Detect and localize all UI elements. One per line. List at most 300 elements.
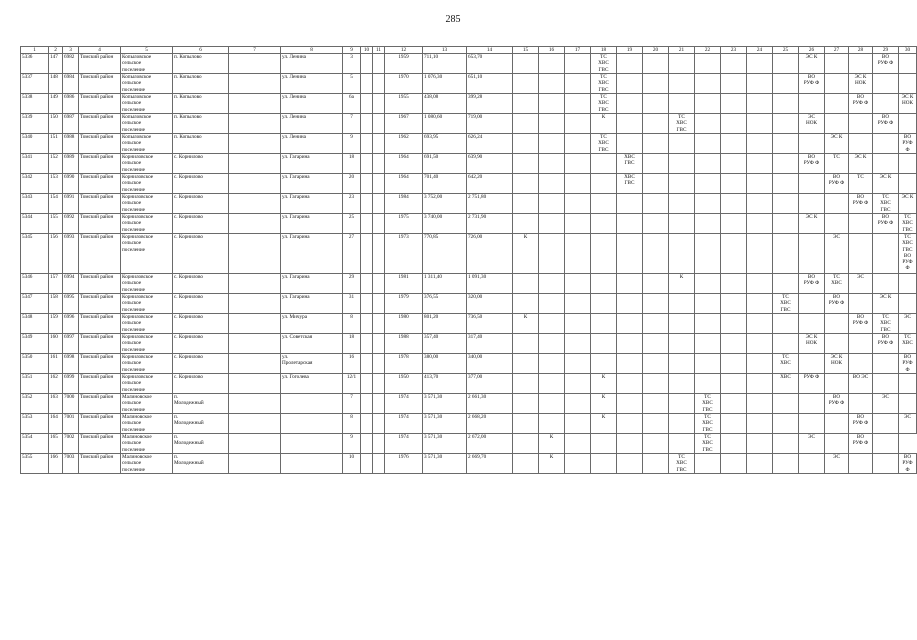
table-cell	[773, 54, 799, 74]
table-cell	[799, 234, 825, 274]
table-cell: ул. Ленина	[281, 114, 343, 134]
table-cell: 31	[343, 294, 361, 314]
table-cell: 8	[343, 314, 361, 334]
table-cell	[513, 194, 539, 214]
table-cell: 5337	[21, 74, 49, 94]
table-cell: ВО РУФ Ф	[849, 194, 873, 214]
table-cell	[695, 214, 721, 234]
table-cell: Томский район	[79, 134, 121, 154]
table-cell: ТС	[849, 174, 873, 194]
table-cell: ЭС К НОК	[899, 94, 917, 114]
table-cell	[643, 354, 669, 374]
table-cell	[695, 154, 721, 174]
table-cell	[539, 294, 565, 314]
table-cell	[695, 234, 721, 274]
table-cell: 5347	[21, 294, 49, 314]
table-cell	[361, 294, 373, 314]
table-cell	[373, 54, 385, 74]
table-cell	[361, 454, 373, 474]
table-cell: Корниловское сельское поселение	[121, 314, 173, 334]
table-cell: ул. Ленина	[281, 94, 343, 114]
table-cell	[721, 294, 747, 314]
table-cell: ЭС К	[799, 54, 825, 74]
table-cell: ЭС К	[849, 154, 873, 174]
table-cell: ТС ХВС ГВС	[873, 194, 899, 214]
table-cell	[721, 54, 747, 74]
table-cell	[617, 394, 643, 414]
table-cell: К	[539, 434, 565, 454]
table-cell: ТС ХВС ГВС	[695, 394, 721, 414]
table-cell: 23	[343, 194, 361, 214]
table-cell	[721, 374, 747, 394]
table-cell: ул. Гагарина	[281, 274, 343, 294]
table-cell: 3 571,30	[423, 414, 467, 434]
table-cell	[513, 334, 539, 354]
table-cell	[747, 314, 773, 334]
table-cell: с. Корнилово	[173, 234, 229, 274]
table-cell	[565, 74, 591, 94]
table-cell: ул. Пролетарская	[281, 354, 343, 374]
column-number: 22	[695, 47, 721, 54]
table-cell: 6984	[63, 74, 79, 94]
table-cell	[643, 134, 669, 154]
table-cell: п. Молодежный	[173, 394, 229, 414]
table-cell	[849, 54, 873, 74]
table-cell	[849, 134, 873, 154]
table-cell	[373, 134, 385, 154]
table-cell: 7	[343, 394, 361, 414]
table-cell	[643, 394, 669, 414]
table-cell	[361, 354, 373, 374]
table-cell: ЭС К	[873, 174, 899, 194]
table-row	[21, 234, 917, 274]
table-cell: 8	[343, 414, 361, 434]
table-cell: Малиновское сельское поселение	[121, 434, 173, 454]
table-cell	[565, 434, 591, 454]
table-cell	[229, 154, 281, 174]
table-cell	[721, 174, 747, 194]
table-cell: 376,55	[423, 294, 467, 314]
table-cell	[361, 234, 373, 274]
table-cell	[669, 334, 695, 354]
table-cell	[539, 414, 565, 434]
table-cell: 6993	[63, 234, 79, 274]
table-cell	[747, 354, 773, 374]
table-cell: 3 571,30	[423, 454, 467, 474]
column-number: 12	[385, 47, 423, 54]
column-number: 8	[281, 47, 343, 54]
table-cell: 1970	[385, 74, 423, 94]
table-cell: ТС ХВС ГВС	[669, 114, 695, 134]
column-number: 15	[513, 47, 539, 54]
table-cell	[773, 214, 799, 234]
table-cell	[747, 194, 773, 214]
table-cell	[773, 434, 799, 454]
table-cell: 6987	[63, 114, 79, 134]
table-cell: Томский район	[79, 194, 121, 214]
table-cell	[849, 334, 873, 354]
table-cell	[565, 234, 591, 274]
table-cell: 5345	[21, 234, 49, 274]
table-cell: ВО РУФ Ф	[799, 74, 825, 94]
table-cell	[617, 54, 643, 74]
table-cell	[643, 454, 669, 474]
table-cell	[539, 54, 565, 74]
table-cell: 1959	[385, 54, 423, 74]
table-cell	[849, 214, 873, 234]
table-cell	[565, 274, 591, 294]
column-number: 23	[721, 47, 747, 54]
table-cell	[849, 354, 873, 374]
table-cell	[773, 114, 799, 134]
table-cell: ул. Гагарина	[281, 194, 343, 214]
table-cell	[229, 414, 281, 434]
table-cell	[721, 134, 747, 154]
table-cell	[747, 174, 773, 194]
table-cell	[773, 194, 799, 214]
table-cell	[361, 114, 373, 134]
table-cell: 3 752,00	[423, 194, 467, 214]
table-cell: ВО РУФ Ф	[899, 134, 917, 154]
table-cell: 1976	[385, 454, 423, 474]
table-cell	[773, 454, 799, 474]
table-cell: 639,90	[467, 154, 513, 174]
table-cell: 1981	[385, 274, 423, 294]
table-cell: 5346	[21, 274, 49, 294]
table-cell: 693,95	[423, 134, 467, 154]
table-cell	[747, 114, 773, 134]
table-cell	[513, 454, 539, 474]
table-cell: 159	[49, 314, 63, 334]
table-cell: Корниловское сельское поселение	[121, 374, 173, 394]
table-cell	[643, 274, 669, 294]
column-number: 27	[825, 47, 849, 54]
table-cell: с. Корнилово	[173, 334, 229, 354]
table-cell	[825, 414, 849, 434]
table-cell: п. Молодежный	[173, 434, 229, 454]
column-number: 21	[669, 47, 695, 54]
table-cell	[229, 394, 281, 414]
table-cell: 154	[49, 194, 63, 214]
table-cell	[281, 434, 343, 454]
table-cell: К	[591, 394, 617, 414]
table-cell: 357,40	[423, 334, 467, 354]
table-cell	[617, 334, 643, 354]
table-cell: ЭС К	[825, 134, 849, 154]
table-cell: 5355	[21, 454, 49, 474]
table-cell	[617, 354, 643, 374]
table-cell	[849, 454, 873, 474]
table-cell	[825, 94, 849, 114]
table-cell	[539, 134, 565, 154]
table-cell: ВО РУФ Ф	[849, 414, 873, 434]
table-cell: 1984	[385, 194, 423, 214]
table-row	[21, 354, 917, 374]
table-cell	[643, 114, 669, 134]
table-cell: 5	[343, 74, 361, 94]
table-cell: п. Копылово	[173, 134, 229, 154]
table-cell: Томский район	[79, 414, 121, 434]
table-cell	[565, 354, 591, 374]
table-cell: 5349	[21, 334, 49, 354]
table-cell	[373, 414, 385, 434]
table-cell	[373, 274, 385, 294]
table-cell: К	[513, 234, 539, 274]
table-cell	[373, 434, 385, 454]
table-cell	[591, 434, 617, 454]
table-cell	[539, 394, 565, 414]
table-cell	[721, 74, 747, 94]
table-cell	[747, 234, 773, 274]
table-cell	[721, 154, 747, 174]
table-cell	[373, 454, 385, 474]
table-cell: 150	[49, 114, 63, 134]
table-cell: ул. Ленина	[281, 54, 343, 74]
table-row	[21, 454, 917, 474]
table-cell	[899, 114, 917, 134]
table-cell	[643, 334, 669, 354]
table-cell	[229, 114, 281, 134]
column-number: 24	[747, 47, 773, 54]
table-cell	[669, 154, 695, 174]
table-cell: 6а	[343, 94, 361, 114]
table-cell: 651,10	[467, 74, 513, 94]
table-cell	[643, 234, 669, 274]
table-cell: Корниловское сельское поселение	[121, 334, 173, 354]
table-cell: ВО РУФ Ф	[849, 434, 873, 454]
table-cell	[361, 194, 373, 214]
table-cell: 6991	[63, 194, 79, 214]
table-cell	[565, 294, 591, 314]
table-cell	[747, 54, 773, 74]
table-cell	[229, 214, 281, 234]
table-cell	[617, 114, 643, 134]
table-cell: 5336	[21, 54, 49, 74]
table-cell: 1980	[385, 314, 423, 334]
table-cell: п. Копылово	[173, 74, 229, 94]
table-cell	[721, 234, 747, 274]
table-cell: 2 661,30	[467, 394, 513, 414]
table-cell	[721, 414, 747, 434]
table-cell	[873, 434, 899, 454]
table-cell	[643, 414, 669, 434]
table-cell	[539, 154, 565, 174]
table-cell: 6998	[63, 354, 79, 374]
table-cell	[513, 154, 539, 174]
table-cell: 317,40	[467, 334, 513, 354]
table-cell	[695, 74, 721, 94]
table-cell	[373, 214, 385, 234]
column-number: 4	[79, 47, 121, 54]
table-cell: ул. Ленина	[281, 134, 343, 154]
table-cell	[747, 374, 773, 394]
table-cell: 1 091,30	[467, 274, 513, 294]
table-cell	[229, 334, 281, 354]
table-cell	[617, 454, 643, 474]
table-cell: РУФ Ф	[799, 374, 825, 394]
table-cell: 160	[49, 334, 63, 354]
table-cell	[695, 134, 721, 154]
table-cell: ВО РУФ Ф	[799, 274, 825, 294]
table-cell	[773, 174, 799, 194]
table-cell: ул. Гагарина	[281, 214, 343, 234]
table-cell	[281, 454, 343, 474]
table-cell: Томский район	[79, 74, 121, 94]
table-cell	[361, 174, 373, 194]
table-cell: 9	[343, 134, 361, 154]
table-cell	[799, 414, 825, 434]
table-cell: 1 080,60	[423, 114, 467, 134]
table-cell	[591, 334, 617, 354]
table-cell: Томский район	[79, 334, 121, 354]
table-cell: ВО РУФ Ф	[849, 314, 873, 334]
table-cell	[669, 214, 695, 234]
table-cell	[873, 94, 899, 114]
table-cell	[539, 94, 565, 114]
table-cell: 3 571,30	[423, 394, 467, 414]
table-cell	[669, 374, 695, 394]
table-cell: ЭС К	[899, 194, 917, 214]
table-cell	[617, 234, 643, 274]
table-cell	[513, 54, 539, 74]
table-cell: 6997	[63, 334, 79, 354]
table-cell: 377,00	[467, 374, 513, 394]
table-cell	[513, 94, 539, 114]
table-cell: ТС ХВС	[899, 334, 917, 354]
table-cell	[373, 314, 385, 334]
table-cell	[799, 314, 825, 334]
table-cell	[361, 154, 373, 174]
table-cell	[669, 174, 695, 194]
table-cell: 1974	[385, 414, 423, 434]
table-cell	[721, 394, 747, 414]
table-cell	[669, 414, 695, 434]
table-cell	[721, 314, 747, 334]
table-cell	[643, 54, 669, 74]
table-cell	[825, 214, 849, 234]
table-cell	[361, 274, 373, 294]
table-cell: с. Корнилово	[173, 314, 229, 334]
table-cell	[721, 334, 747, 354]
table-cell	[539, 214, 565, 234]
table-cell	[373, 294, 385, 314]
table-cell: 726,00	[467, 234, 513, 274]
table-cell: ЭС	[825, 454, 849, 474]
table-cell: 1964	[385, 174, 423, 194]
table-cell: 801,20	[423, 314, 467, 334]
table-cell: 2 731,90	[467, 214, 513, 234]
table-cell	[229, 134, 281, 154]
table-cell	[565, 394, 591, 414]
table-cell	[643, 314, 669, 334]
table-cell: ВО РУФ Ф	[825, 294, 849, 314]
table-cell: 399,28	[467, 94, 513, 114]
table-cell: 438,08	[423, 94, 467, 114]
table-cell: 6988	[63, 134, 79, 154]
table-cell: Томский район	[79, 294, 121, 314]
table-cell: 1975	[385, 214, 423, 234]
table-cell: 18	[343, 154, 361, 174]
table-cell: ТС ХВС ГВС ВО РУФ Ф	[899, 234, 917, 274]
table-cell: 626,24	[467, 134, 513, 154]
table-cell	[849, 394, 873, 414]
table-cell: 7002	[63, 434, 79, 454]
table-cell	[747, 334, 773, 354]
table-cell	[747, 274, 773, 294]
table-cell: 16	[343, 354, 361, 374]
table-cell: Малиновское сельское поселение	[121, 394, 173, 414]
column-number: 2	[49, 47, 63, 54]
table-cell	[773, 94, 799, 114]
table-cell: 1988	[385, 334, 423, 354]
table-cell: 1974	[385, 434, 423, 454]
column-number: 13	[423, 47, 467, 54]
table-cell	[899, 374, 917, 394]
column-number: 26	[799, 47, 825, 54]
table-cell	[669, 94, 695, 114]
table-cell: 6982	[63, 54, 79, 74]
table-cell: 701,40	[423, 174, 467, 194]
table-cell	[513, 214, 539, 234]
table-cell: 5344	[21, 214, 49, 234]
table-cell	[721, 94, 747, 114]
table-cell	[361, 374, 373, 394]
table-cell: ул. Гагарина	[281, 154, 343, 174]
table-cell	[721, 194, 747, 214]
table-cell	[695, 334, 721, 354]
table-cell: Томский район	[79, 114, 121, 134]
table-cell: Копыловское сельское поселение	[121, 114, 173, 134]
table-cell: 3	[343, 54, 361, 74]
column-number: 14	[467, 47, 513, 54]
column-number-row	[21, 47, 917, 54]
table-cell	[539, 74, 565, 94]
table-cell	[361, 74, 373, 94]
table-cell: 6994	[63, 274, 79, 294]
table-cell: 158	[49, 294, 63, 314]
table-cell	[229, 374, 281, 394]
table-cell	[539, 114, 565, 134]
table-cell	[565, 114, 591, 134]
table-cell: Копыловское сельское поселение	[121, 134, 173, 154]
table-cell	[617, 374, 643, 394]
table-cell	[617, 194, 643, 214]
table-cell: К	[539, 454, 565, 474]
table-cell: ТС ХВС ГВС	[695, 434, 721, 454]
table-cell	[669, 54, 695, 74]
table-cell	[565, 334, 591, 354]
table-cell	[513, 74, 539, 94]
table-row	[21, 74, 917, 94]
table-cell: с. Корнилово	[173, 174, 229, 194]
table-cell: ВО РУФ Ф	[825, 174, 849, 194]
table-cell	[695, 94, 721, 114]
table-cell: 155	[49, 214, 63, 234]
table-cell	[539, 314, 565, 334]
column-number: 20	[643, 47, 669, 54]
table-cell: К	[591, 414, 617, 434]
table-cell: 5339	[21, 114, 49, 134]
table-cell	[899, 274, 917, 294]
table-cell	[695, 314, 721, 334]
table-cell: 6992	[63, 214, 79, 234]
table-row	[21, 134, 917, 154]
table-cell: ВО РУФ Ф	[899, 454, 917, 474]
table-cell	[229, 294, 281, 314]
table-cell	[373, 74, 385, 94]
column-number: 19	[617, 47, 643, 54]
table-cell: 2 668,20	[467, 414, 513, 434]
